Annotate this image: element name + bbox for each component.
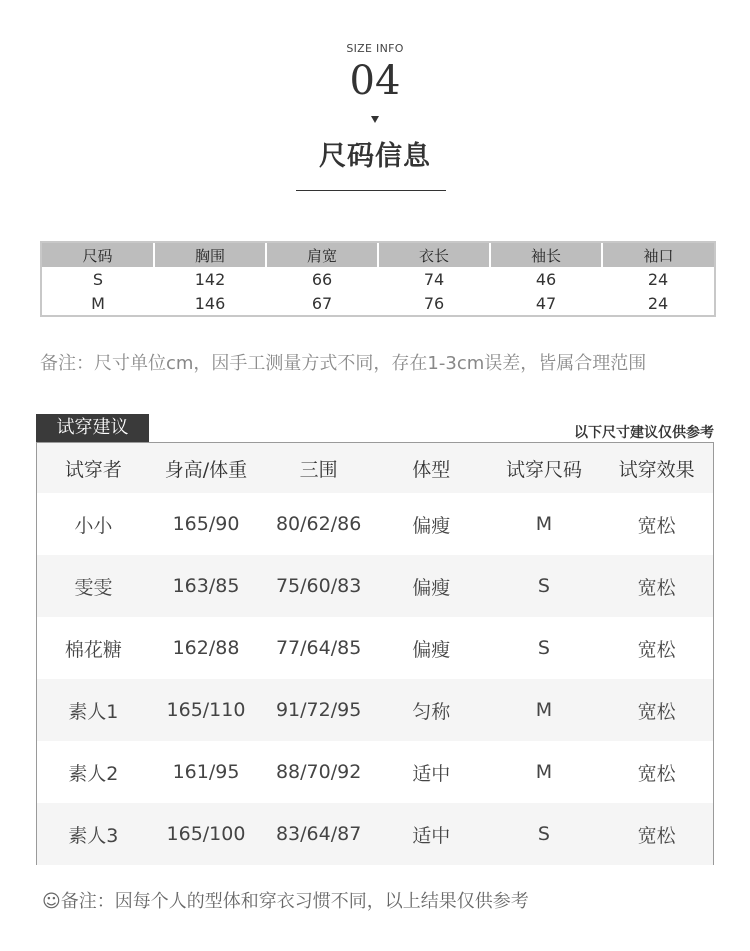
try-on-cell: S	[488, 803, 601, 865]
try-on-cell: 83/64/87	[262, 803, 375, 865]
size-table-container	[40, 241, 716, 317]
size-cell: 142	[194, 269, 226, 289]
size-table-header-row	[42, 243, 714, 267]
try-on-cell: M	[488, 741, 601, 803]
section-number: 04	[349, 58, 401, 104]
try-on-cell: 偏瘦	[375, 493, 488, 555]
size-cell: 74	[423, 269, 445, 289]
measurement-note: 备注：尺寸单位cm，因手工测量方式不同，存在1-3cm误差，皆属合理范围	[40, 353, 647, 374]
size-cell: 76	[423, 293, 445, 313]
table-row	[37, 741, 713, 803]
try-on-cell: 宽松	[600, 741, 713, 803]
try-on-cell: 小小	[37, 493, 150, 555]
table-row	[37, 493, 713, 555]
try-on-header-cell: 试穿尺码	[488, 443, 601, 493]
try-on-cell: 匀称	[375, 679, 488, 741]
try-on-cell: 偏瘦	[375, 617, 488, 679]
try-on-cell: 宽松	[600, 493, 713, 555]
size-header-cell: 袖长	[490, 243, 602, 267]
table-row	[37, 555, 713, 617]
size-cell: S	[92, 269, 104, 289]
size-header-cell: 尺码	[42, 243, 154, 267]
try-on-cell: 适中	[375, 741, 488, 803]
size-table	[42, 243, 714, 315]
table-row	[37, 679, 713, 741]
size-header-cell: 肩宽	[266, 243, 378, 267]
try-on-cell: 宽松	[600, 555, 713, 617]
try-on-header-cell: 体型	[375, 443, 488, 493]
page-title: 尺码信息	[319, 141, 431, 172]
try-on-cell: 163/85	[150, 555, 263, 617]
size-header-cell: 袖口	[602, 243, 714, 267]
try-on-cell: M	[488, 493, 601, 555]
try-on-cell: M	[488, 679, 601, 741]
try-on-reference-note: 以下尺寸建议仅供参考	[574, 425, 714, 441]
size-cell: M	[91, 293, 105, 313]
try-on-cell: 宽松	[600, 803, 713, 865]
size-cell: 146	[194, 293, 226, 313]
try-on-cell: 棉花糖	[37, 617, 150, 679]
try-on-tab-label: 试穿建议	[36, 414, 149, 442]
try-on-header-cell: 试穿效果	[600, 443, 713, 493]
table-row	[37, 803, 713, 865]
size-header-cell: 胸围	[154, 243, 266, 267]
try-on-cell: S	[488, 617, 601, 679]
table-row	[37, 617, 713, 679]
try-on-cell: 素人1	[37, 679, 150, 741]
table-row	[42, 267, 714, 291]
try-on-cell: 77/64/85	[262, 617, 375, 679]
table-row	[42, 291, 714, 315]
try-on-cell: 165/90	[150, 493, 263, 555]
fit-disclaimer-note: ☺备注：因每个人的型体和穿衣习惯不同，以上结果仅供参考	[42, 891, 529, 912]
section-eyebrow: SIZE INFO	[346, 42, 404, 55]
try-on-header-row	[37, 443, 713, 493]
size-cell: 66	[311, 269, 333, 289]
try-on-cell: 宽松	[600, 679, 713, 741]
try-on-cell: 素人3	[37, 803, 150, 865]
size-cell: 24	[647, 293, 669, 313]
try-on-cell: 偏瘦	[375, 555, 488, 617]
size-header-cell: 衣长	[378, 243, 490, 267]
try-on-cell: 适中	[375, 803, 488, 865]
try-on-cell: 88/70/92	[262, 741, 375, 803]
size-cell: 24	[647, 269, 669, 289]
try-on-cell: 素人2	[37, 741, 150, 803]
try-on-header-cell: 身高/体重	[150, 443, 263, 493]
try-on-cell: 91/72/95	[262, 679, 375, 741]
try-on-cell: 75/60/83	[262, 555, 375, 617]
title-divider	[296, 190, 446, 191]
try-on-table	[37, 443, 713, 865]
try-on-cell: 165/110	[150, 679, 263, 741]
size-cell: 46	[535, 269, 557, 289]
try-on-header-cell: 试穿者	[37, 443, 150, 493]
try-on-cell: 80/62/86	[262, 493, 375, 555]
size-cell: 67	[311, 293, 333, 313]
try-on-cell: 165/100	[150, 803, 263, 865]
try-on-cell: S	[488, 555, 601, 617]
try-on-cell: 161/95	[150, 741, 263, 803]
try-on-cell: 宽松	[600, 617, 713, 679]
try-on-table-container	[36, 442, 714, 865]
try-on-cell: 162/88	[150, 617, 263, 679]
try-on-cell: 雯雯	[37, 555, 150, 617]
try-on-header-cell: 三围	[262, 443, 375, 493]
triangle-down-icon	[371, 116, 379, 123]
size-cell: 47	[535, 293, 557, 313]
